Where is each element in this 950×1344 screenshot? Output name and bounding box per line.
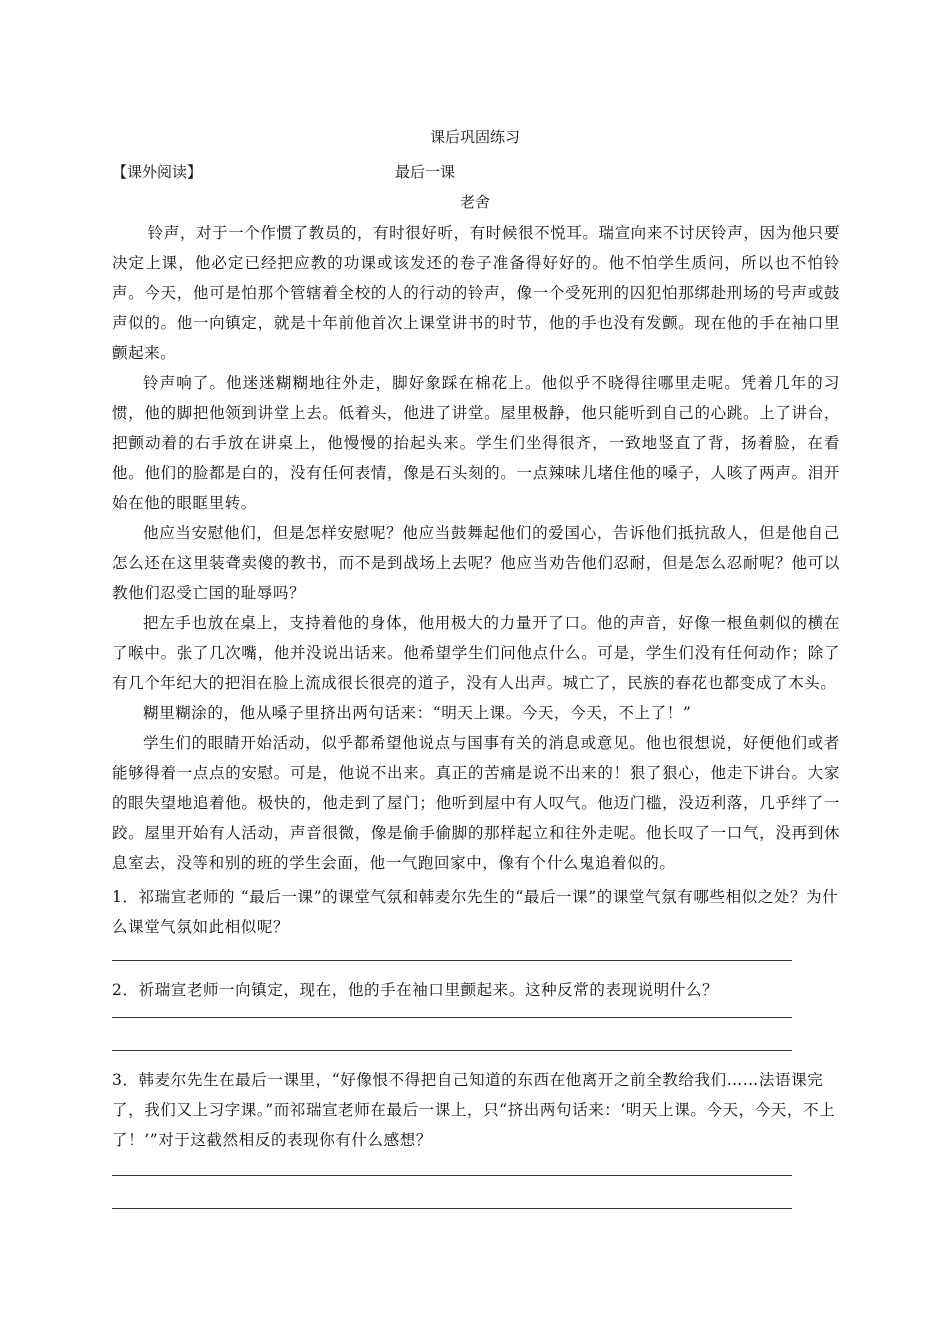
question-3: 3．韩麦尔先生在最后一课里，“好像恨不得把自己知道的东西在他离开之前全教给我们……法语课完了，我们又上习字课。”而祁瑞宣老师在最后一课上，只“挤出两句话来：‘明天上课。今天，今天，不上了！’”对于这截然相反的表现你有什么感想？ (112, 1071, 836, 1149)
story-title: 最后一课 (395, 163, 456, 181)
section-label: 【课外阅读】 (112, 163, 203, 181)
passage-paragraph: 铃声，对于一个作惯了教员的，有时很好听，有时候很不悦耳。瑞宣向来不讨厌铃声，因为他只要决定上课，他必定已经把应教的功课或该发还的卷子准备得好好的。他不怕学生质问，所以也不怕铃声。今天，他可是怕那个管辖着全校的人的行动的铃声，像一个受死刑的囚犯怕那绑赴刑场的号声或鼓声似的。他一向镇定，就是十年前他首次上课堂讲书的时节，他的手也没有发颤。现在他的手在袖口里颤起来。 (112, 224, 840, 362)
answer-line[interactable] (112, 1208, 792, 1209)
passage-paragraph: 他应当安慰他们，但是怎样安慰呢？他应当鼓舞起他们的爱国心，告诉他们抵抗敌人，但是他自己怎么还在这里装聋卖傻的教书，而不是到战场上去呢？他应当劝告他们忍耐，但是怎么忍耐呢？他可以教他们忍受亡国的耻辱吗？ (112, 524, 840, 602)
passage-paragraph: 把左手也放在桌上，支持着他的身体，他用极大的力量开了口。他的声音，好像一根鱼刺似的横在了喉中。张了几次嘴，他并没说出话来。他希望学生们问他点什么。可是，学生们没有任何动作；除了有几个年纪大的把泪在脸上流成很长很亮的道子，没有人出声。城亡了，民族的春花也都变成了木头。 (112, 614, 840, 692)
passage-paragraph: 铃声响了。他迷迷糊糊地往外走，脚好象踩在棉花上。他似乎不晓得往哪里走呢。凭着几年的习惯，他的脚把他领到讲堂上去。低着头，他进了讲堂。屋里极静，他只能听到自己的心跳。上了讲台，把颤动着的右手放在讲桌上，他慢慢的抬起头来。学生们坐得很齐，一致地竖直了背，扬着脸，在看他。他们的脸都是白的，没有任何表情，像是石头刻的。一点辣味儿堵住他的嗓子，人咳了两声。泪开始在他的眼眶里转。 (112, 374, 840, 512)
answer-line[interactable] (112, 1017, 792, 1018)
reading-passage (112, 218, 840, 878)
spacer (112, 1051, 840, 1065)
passage-paragraph: 糊里糊涂的，他从嗓子里挤出两句话来：“明天上课。今天，今天，不上了！” (143, 704, 692, 722)
worksheet-title: 课后巩固练习 (429, 128, 520, 146)
passage-paragraph: 学生们的眼睛开始活动，似乎都希望他说点与国事有关的消息或意见。他也很想说，好便他们或者能够得着一点点的安慰。可是，他说不出来。真正的苦痛是说不出来的！狠了狠心，他走下讲台。大家的眼失望地追着他。极快的，他走到了屋门；他听到屋中有人叹气。他迈门槛，没迈利落，几乎绊了一跤。屋里开始有人活动，声音很微，像是偷手偷脚的那样起立和往外走呢。他长叹了一口气，没再到休息室去，没等和别的班的学生会面，他一气跑回家中，像有个什么鬼追着似的。 (112, 734, 840, 872)
question-1: 1．祁瑞宣老师的 “最后一课”的课堂气氛和韩麦尔先生的“最后一课”的课堂气氛有哪些相似之处？为什么课堂气氛如此相似呢？ (112, 888, 839, 936)
spacer (112, 961, 840, 975)
author-name: 老舍 (459, 193, 490, 211)
question-2: 2．祈瑞宣老师一向镇定，现在，他的手在袖口里颤起来。这种反常的表现说明什么？ (112, 981, 719, 999)
question-list (112, 882, 840, 1209)
answer-line[interactable] (112, 1175, 792, 1176)
